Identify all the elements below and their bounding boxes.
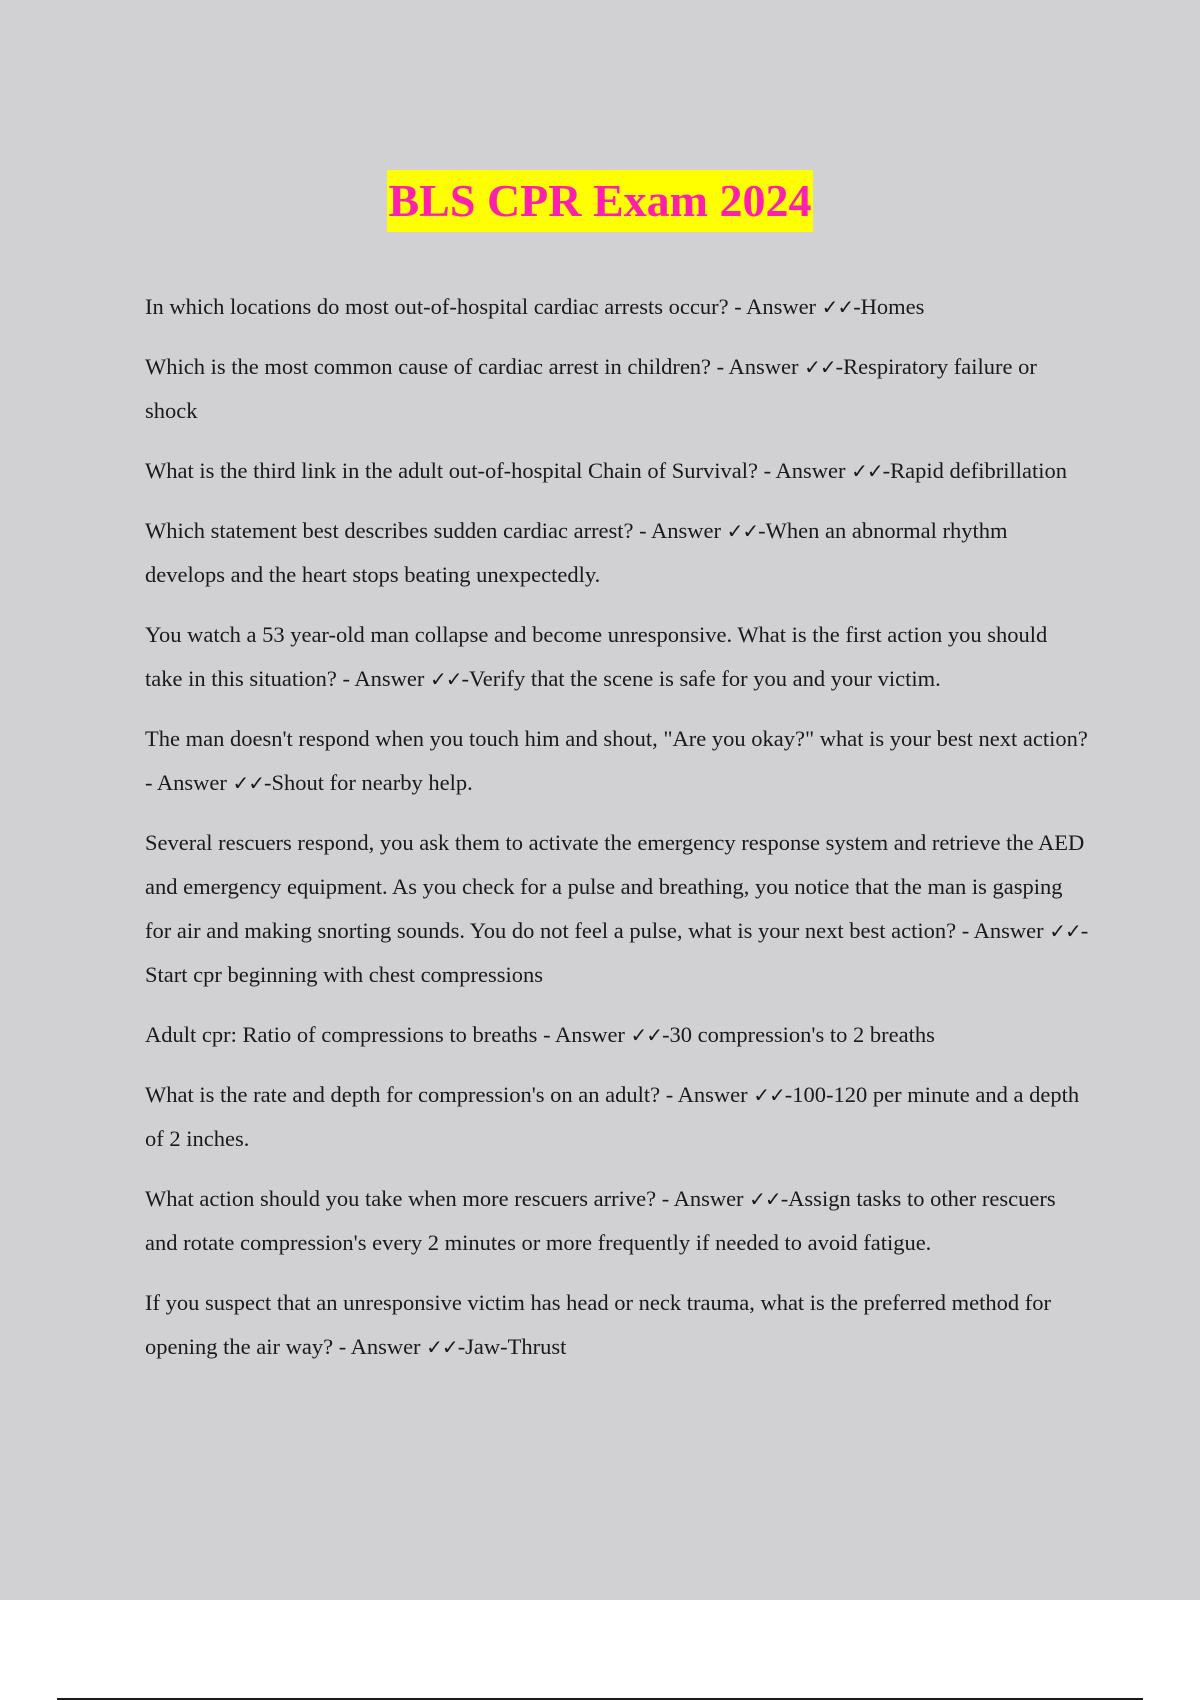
double-check-icon: ✓✓ — [1049, 919, 1081, 943]
qa-item — [145, 285, 1090, 329]
double-check-icon: ✓✓ — [726, 519, 759, 543]
qa-item — [145, 1177, 1090, 1265]
answer-prefix: - Answer — [342, 666, 430, 691]
qa-item — [145, 1073, 1090, 1161]
qa-item — [145, 509, 1090, 597]
answer-prefix: - Answer — [763, 458, 852, 483]
question-text: Which is the most common cause of cardiac arrest in children? — [145, 354, 712, 379]
qa-item — [145, 345, 1090, 433]
answer-text: -Homes — [853, 294, 925, 319]
page-title: BLS CPR Exam 2024 — [387, 170, 814, 232]
answer-prefix: - Answer — [338, 1334, 427, 1359]
answer-text: -Assign tasks to other rescuers and rotate compression's every 2 minutes or more frequently if needed to avoid fatigue. — [145, 1186, 1056, 1255]
answer-text: -30 compression's to 2 breaths — [662, 1022, 935, 1047]
answer-prefix: - Answer — [961, 918, 1050, 943]
double-check-icon: ✓✓ — [804, 355, 836, 379]
qa-list — [145, 285, 1090, 1385]
answer-text: -Verify that the scene is safe for you and your victim. — [461, 666, 941, 691]
question-text: In which locations do most out-of-hospital cardiac arrests occur? — [145, 294, 729, 319]
question-text: What is the third link in the adult out-of-hospital Chain of Survival? — [145, 458, 759, 483]
answer-prefix: - Answer — [716, 354, 805, 379]
answer-prefix: - Answer — [665, 1082, 754, 1107]
qa-item — [145, 1281, 1090, 1369]
question-text: Which statement best describes sudden cardiac arrest? — [145, 518, 634, 543]
double-check-icon: ✓✓ — [630, 1023, 663, 1047]
answer-text: -Rapid defibrillation — [882, 458, 1067, 483]
answer-prefix: - Answer — [661, 1186, 750, 1211]
question-text: Adult cpr: Ratio of compressions to breaths — [145, 1022, 538, 1047]
answer-prefix: - Answer — [734, 294, 822, 319]
answer-prefix: - Answer — [543, 1022, 631, 1047]
answer-text: -Respiratory failure or shock — [145, 354, 1037, 423]
qa-item — [145, 717, 1090, 805]
answer-text: -Jaw-Thrust — [457, 1334, 567, 1359]
question-text: The man doesn't respond when you touch him and shout, "Are you okay?" what is your best next action? — [145, 726, 1088, 751]
question-text: If you suspect that an unresponsive victim has head or neck trauma, what is the preferred method for opening the air way? — [145, 1290, 1051, 1359]
answer-text: -When an abnormal rhythm develops and the heart stops beating unexpectedly. — [145, 518, 1008, 587]
double-check-icon: ✓✓ — [753, 1083, 785, 1107]
qa-item — [145, 1013, 1090, 1057]
answer-prefix: - Answer — [145, 770, 233, 795]
double-check-icon: ✓✓ — [232, 771, 264, 795]
question-text: You watch a 53 year-old man collapse and become unresponsive. What is the first action you should take in this situation? — [145, 622, 1048, 691]
qa-item — [145, 821, 1090, 997]
title-container — [0, 170, 1200, 232]
question-text: What action should you take when more rescuers arrive? — [145, 1186, 657, 1211]
answer-text: -100-120 per minute and a depth of 2 inches. — [145, 1082, 1080, 1151]
qa-item — [145, 613, 1090, 701]
qa-item — [145, 449, 1090, 493]
answer-text: -Shout for nearby help. — [264, 770, 473, 795]
double-check-icon: ✓✓ — [429, 667, 462, 691]
answer-text: -Start cpr beginning with chest compressions — [145, 918, 1089, 987]
answer-prefix: - Answer — [639, 518, 727, 543]
question-text: What is the rate and depth for compression's on an adult? — [145, 1082, 661, 1107]
question-text: Several rescuers respond, you ask them to activate the emergency response system and retrieve the AED and emergency equipment. As you check for a pulse and breathing, you notice that the man is gasping for air and making snorting sounds. You do not feel a pulse, what is your next best action? — [145, 830, 1085, 943]
double-check-icon: ✓✓ — [821, 295, 854, 319]
double-check-icon: ✓✓ — [851, 459, 883, 483]
double-check-icon: ✓✓ — [749, 1187, 781, 1211]
double-check-icon: ✓✓ — [426, 1335, 458, 1359]
